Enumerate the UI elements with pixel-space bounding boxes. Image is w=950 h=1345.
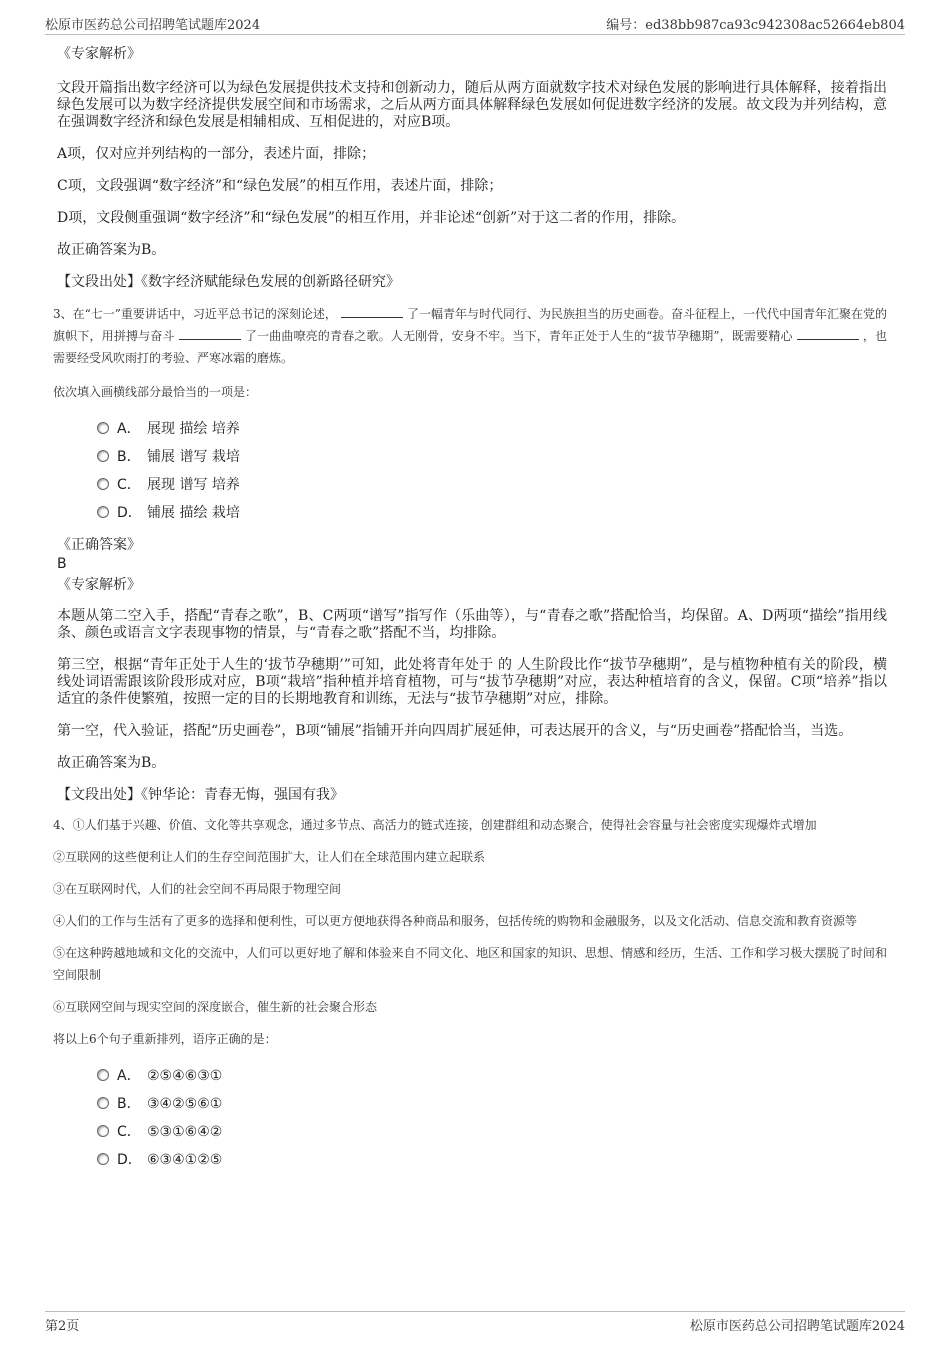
option-d[interactable]: D． 铺展 描绘 栽培 — [97, 499, 887, 527]
question-4-sentence-6: ⑥互联网空间与现实空间的深度嵌合，催生新的社会聚合形态 — [53, 1000, 378, 1014]
question-4-sentence-2: ②互联网的这些便利让人们的生存空间范围扩大，让人们在全球范围内建立起联系 — [53, 850, 486, 864]
question-3-stem: 3、在“七一”重要讲话中，习近平总书记的深刻论述， 了一幅青年与时代同行、为民族担当的历史画卷。奋斗征程上，一代代中国青年汇聚在党的旗帜下，用拼搏与奋斗 了一曲曲嘹亮的青春之歌。人无刚骨，安身不牢。当下，青年正处于人生的“拔节孕穗期”，既需要精心 ，也需要经受风吹雨打的考验、严寒冰霜的磨炼。 — [53, 307, 887, 365]
source-citation: 【文段出处】《钟华论：青春无悔，强国有我》 — [57, 787, 344, 803]
radio-icon[interactable] — [97, 450, 109, 462]
analysis-paragraph-2: 第三空，根据“青年正处于人生的‘拔节孕穗期’”可知，此处将青年处于 的 人生阶段比作“拔节孕穗期”，是与植物种植有关的阶段，横线处词语需跟该阶段形成对应，B项“栽培”指种植并培育植物，可与“拔节孕穗期”对应，表达种植培育的含义，保留。C项“培养”指以适宜的条件使繁殖，按照一定的目的长期地教育和训练，无法与“拔节孕穗期”对应，排除。 — [57, 657, 887, 707]
fill-blank-2 — [179, 327, 241, 340]
question-4-sentence-1: 4、①人们基于兴趣、价值、文化等共享观念，通过多节点、高活力的链式连接，创建群组和动态聚合，使得社会容量与社会密度实现爆炸式增加 — [53, 818, 817, 832]
question-4-sentence-3: ③在互联网时代，人们的社会空间不再局限于物理空间 — [53, 882, 342, 896]
analysis-paragraph-3: 第一空，代入验证，搭配“历史画卷”，B项“铺展”指铺开并向四周扩展延伸，可表达展开的含义，与“历史画卷”搭配恰当，当选。 — [57, 723, 853, 739]
radio-icon[interactable] — [97, 478, 109, 490]
option-a[interactable]: A． 展现 描绘 培养 — [97, 415, 887, 443]
option-a[interactable]: A． ②⑤④⑥③① — [97, 1062, 887, 1090]
radio-icon[interactable] — [97, 1153, 109, 1165]
analysis-label: 《专家解析》 — [57, 46, 141, 62]
page-footer — [45, 1311, 905, 1336]
option-b[interactable]: B． 铺展 谱写 栽培 — [97, 443, 887, 471]
answer-value: B — [57, 556, 67, 572]
question-4-options — [57, 1062, 887, 1174]
radio-icon[interactable] — [97, 422, 109, 434]
question-3-options — [57, 415, 887, 527]
analysis-conclusion: 故正确答案为B。 — [57, 755, 166, 771]
radio-icon[interactable] — [97, 1125, 109, 1137]
option-c[interactable]: C． ⑤③①⑥④② — [97, 1118, 887, 1146]
header-title: 松原市医药总公司招聘笔试题库2024 — [45, 18, 261, 33]
analysis-label: 《专家解析》 — [57, 577, 141, 593]
option-d[interactable]: D． ⑥③④①②⑤ — [97, 1146, 887, 1174]
analysis-option-a: A项，仅对应并列结构的一部分，表述片面，排除； — [57, 146, 376, 162]
analysis-option-c: C项，文段强调“数字经济”和“绿色发展”的相互作用，表述片面，排除； — [57, 178, 503, 194]
question-4-sentence-5: ⑤在这种跨越地域和文化的交流中，人们可以更好地了解和体验来自不同文化、地区和国家的知识、思想、情感和经历，生活、工作和学习极大摆脱了时间和空间限制 — [53, 946, 887, 982]
source-citation: 【文段出处】《数字经济赋能绿色发展的创新路径研究》 — [57, 274, 400, 290]
radio-icon[interactable] — [97, 1097, 109, 1109]
question-4-sentence-4: ④人们的工作与生活有了更多的选择和便利性，可以更方便地获得各种商品和服务，包括传统的购物和金融服务，以及文化活动、信息交流和教育资源等 — [53, 914, 858, 928]
analysis-option-d: D项，文段侧重强调“数字经济”和“绿色发展”的相互作用，并非论述“创新”对于这二者的作用，排除。 — [57, 210, 686, 226]
option-c[interactable]: C． 展现 谱写 培养 — [97, 471, 887, 499]
question-4-prompt: 将以上6个句子重新排列，语序正确的是： — [53, 1032, 277, 1046]
question-3-prompt: 依次填入画横线部分最恰当的一项是： — [53, 385, 258, 399]
page-content — [53, 44, 887, 1174]
radio-icon[interactable] — [97, 506, 109, 518]
analysis-paragraph-1: 本题从第二空入手，搭配“青春之歌”，B、C两项“谱写”指写作（乐曲等），与“青春之歌”搭配恰当，均保留。A、D两项“描绘”指用线条、颜色或语言文字表现事物的情景，与“青春之歌”搭配不当，均排除。 — [57, 608, 887, 641]
analysis-paragraph: 文段开篇指出数字经济可以为绿色发展提供技术支持和创新动力，随后从两方面就数字技术对绿色发展的影响进行具体解释，接着指出绿色发展可以为数字经济提供发展空间和市场需求，之后从两方面具体解释绿色发展如何促进数字经济的发展。故文段为并列结构，意在强调数字经济和绿色发展是相辅相成、互相促进的，对应B项。 — [57, 80, 887, 130]
analysis-conclusion: 故正确答案为B。 — [57, 242, 166, 258]
fill-blank-1 — [341, 305, 403, 318]
answer-label: 《正确答案》 — [57, 537, 141, 553]
page-number: 第2页 — [45, 1319, 80, 1334]
fill-blank-3 — [797, 327, 859, 340]
radio-icon[interactable] — [97, 1069, 109, 1081]
option-b[interactable]: B． ③④②⑤⑥① — [97, 1090, 887, 1118]
footer-title: 松原市医药总公司招聘笔试题库2024 — [689, 1319, 905, 1334]
page-header — [45, 12, 905, 35]
header-code: 编号：ed38bb987ca93c942308ac52664eb804 — [606, 18, 905, 33]
